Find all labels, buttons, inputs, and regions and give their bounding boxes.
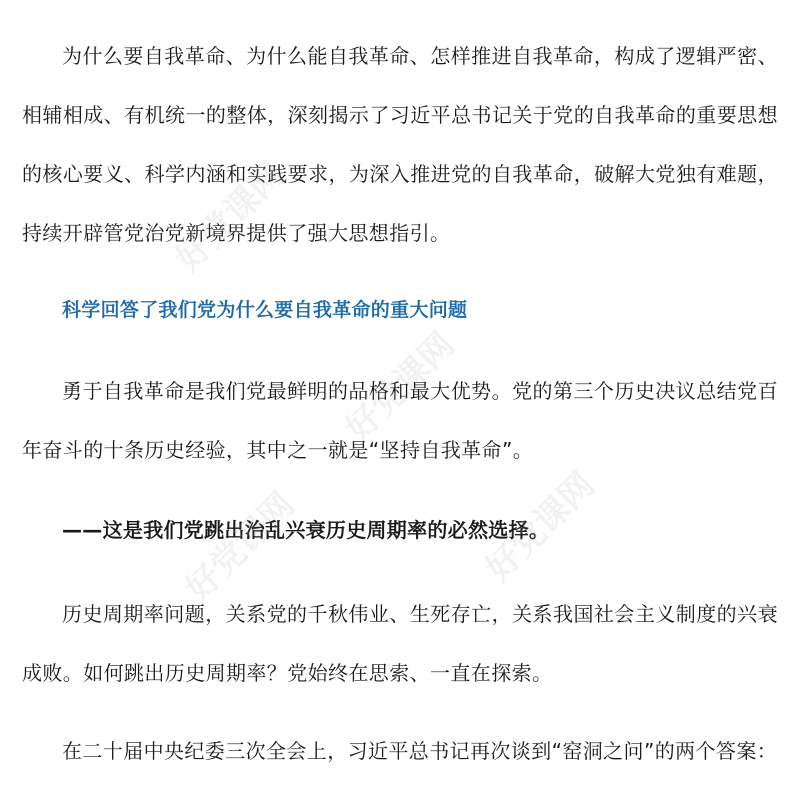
watermark: 好党课网 — [338, 324, 463, 450]
watermark: 好党课网 — [168, 154, 293, 280]
section-heading: 科学回答了我们党为什么要自我革命的重大问题 — [62, 299, 468, 321]
watermark: 好党课网 — [178, 484, 303, 610]
sub-heading: ——这是我们党跳出治乱兴衰历史周期率的必然选择。 — [62, 518, 550, 542]
paragraph-cave-question: 在二十届中央纪委三次全会上，习近平总书记再次谈到“窑洞之问”的两个答案： — [62, 739, 778, 763]
paragraph-historical-cycle: 历史周期率问题，关系党的千秋伟业、生死存亡，关系我国社会主义制度的兴衰成败。如何跳出历史周期率？党始终在思索、一直在探索。 — [22, 602, 778, 685]
watermark: 好党课网 — [478, 464, 603, 590]
paragraph-self-revolution: 勇于自我革命是我们党最鲜明的品格和最大优势。党的第三个历史决议总结党百年奋斗的十条历史经验，其中之一就是“坚持自我革命”。 — [22, 379, 778, 462]
paragraph-intro: 为什么要自我革命、为什么能自我革命、怎样推进自我革命，构成了逻辑严密、相辅相成、有机统一的整体，深刻揭示了习近平总书记关于党的自我革命的重要思想的核心要义、科学内涵和实践要求，为深入推进党的自我革命，破解大党独有难题，持续开辟管党治党新境界提供了强大思想指引。 — [22, 44, 778, 245]
